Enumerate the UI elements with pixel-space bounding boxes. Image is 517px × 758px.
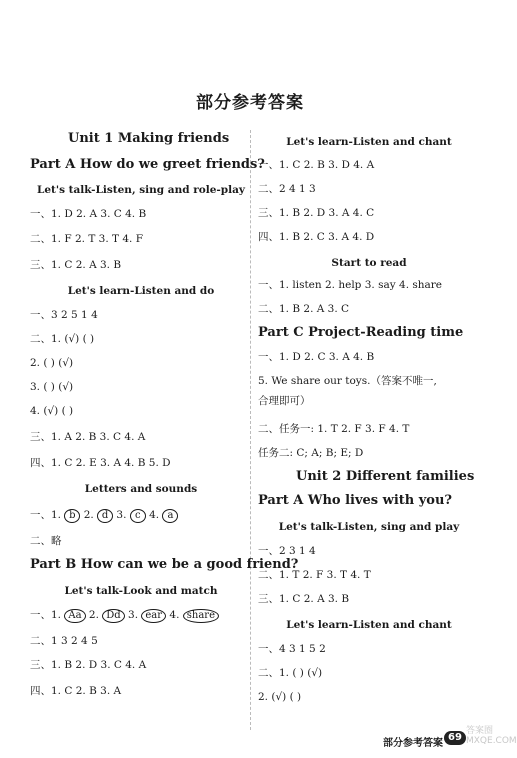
answer-line: 一、1. D 2. C 3. A 4. B [258,351,375,363]
answer-line [30,608,219,623]
answer-number: 2. [83,509,98,521]
answer-line: 一、4 3 1 5 2 [258,643,326,655]
answer-line: 一、2 3 1 4 [258,545,316,557]
section-subheading: Letters and sounds [84,483,198,495]
answer-line: 三、1. C 2. A 3. B [258,593,350,605]
answer-line: 二、2 4 1 3 [258,183,316,195]
answer-number: 2. [88,609,103,621]
footer-label: 部分参考答案 [383,738,443,749]
answer-number: 1. [51,609,65,621]
answer-line: 二、1. B 2. A 3. C [258,303,350,315]
circled-answer: a [162,509,178,523]
circled-answer: b [64,509,80,523]
answer-line: 二、略 [30,535,62,547]
answer-line: 3. ( ) (√) [30,381,74,393]
answer-line: 二、任务一: 1. T 2. F 3. F 4. T [258,423,410,435]
part-heading: Part A How do we greet friends? [30,157,265,172]
circled-answer: share [183,609,219,623]
section-subheading: Let's talk-Listen, sing and role-play [36,184,246,196]
answer-number: 4. [169,609,183,621]
page-title: 部分参考答案 [196,93,304,113]
answer-line: 4. (√) ( ) [30,405,74,417]
circled-answer: Dd [102,609,124,623]
watermark-logo: 答案圈 MXQE.COM [466,726,517,746]
answer-prefix: 一、 [30,609,51,621]
circled-answer: c [130,509,146,523]
section-subheading: Let's learn-Listen and do [67,285,215,297]
part-heading: Part B How can we be a good friend? [30,557,299,572]
part-heading: Part C Project-Reading time [258,325,464,340]
answer-line: 2. ( ) (√) [30,357,74,369]
answer-line: 二、1. (√) ( ) [30,333,95,345]
answer-line: 5. We share our toys.（答案不唯一, [258,375,437,387]
section-subheading: Let's learn-Listen and chant [286,136,452,148]
answer-number: 4. [149,509,163,521]
answer-number: 3. [116,509,130,521]
answer-line: 三、1. B 2. D 3. C 4. A [30,659,147,671]
answer-line: 一、1. D 2. A 3. C 4. B [30,208,147,220]
answer-line: 三、1. C 2. A 3. B [30,259,122,271]
circled-answer: d [97,509,113,523]
answer-line: 二、1. F 2. T 3. T 4. F [30,233,144,245]
section-subheading: Let's learn-Listen and chant [286,619,452,631]
page-number-badge: 69 [444,731,466,745]
answer-line: 一、1. C 2. B 3. D 4. A [258,159,375,171]
answer-number: 3. [128,609,142,621]
answer-line: 二、1. T 2. F 3. T 4. T [258,569,371,581]
answer-line: 四、1. B 2. C 3. A 4. D [258,231,375,243]
answer-line: 二、1 3 2 4 5 [30,635,98,647]
answer-line: 四、1. C 2. E 3. A 4. B 5. D [30,457,171,469]
circled-answer: Aa [64,609,85,623]
unit-heading: Unit 2 Different families [296,469,475,484]
part-heading: Part A Who lives with you? [258,493,453,508]
answer-prefix: 一、 [30,509,51,521]
section-subheading: Let's talk-Look and match [64,585,218,597]
answer-line [30,508,178,523]
answer-line: 三、1. B 2. D 3. A 4. C [258,207,375,219]
section-subheading: Start to read [331,257,407,269]
answer-line: 一、3 2 5 1 4 [30,309,98,321]
answer-line: 合理即可） [258,395,311,407]
answer-line: 任务二: C; A; B; E; D [258,447,364,459]
answer-line: 2. (√) ( ) [258,691,302,703]
answer-line: 二、1. ( ) (√) [258,667,323,679]
answer-number: 1. [51,509,65,521]
answer-line: 一、1. listen 2. help 3. say 4. share [258,279,443,291]
answer-line: 四、1. C 2. B 3. A [30,685,122,697]
circled-answer: ear [141,609,166,623]
unit-heading: Unit 1 Making friends [68,131,230,146]
column-divider [250,130,251,730]
answer-line: 三、1. A 2. B 3. C 4. A [30,431,146,443]
section-subheading: Let's talk-Listen, sing and play [278,521,460,533]
